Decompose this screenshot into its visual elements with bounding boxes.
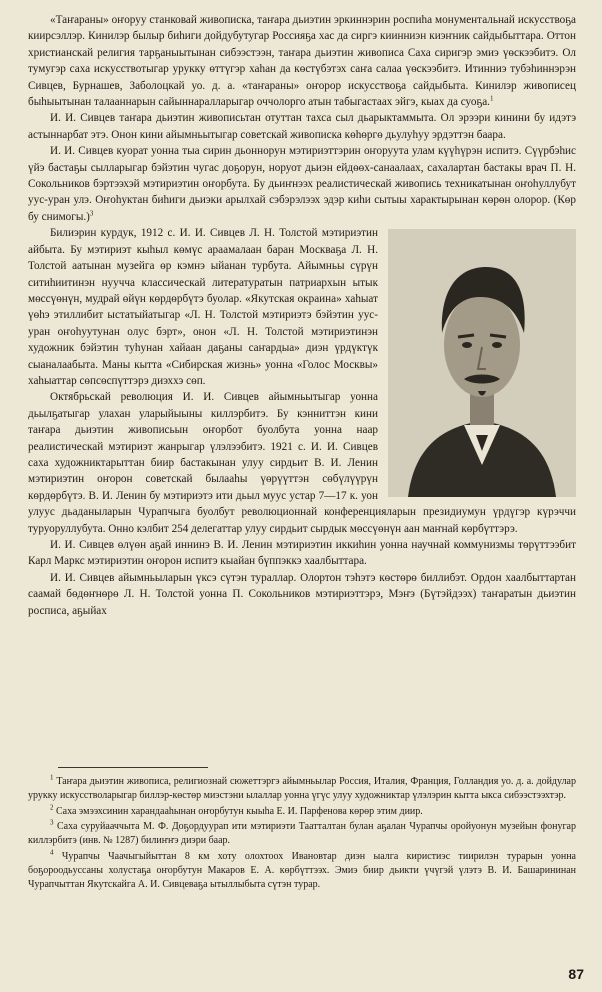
footnote-ref-3: 3 — [89, 209, 94, 218]
paragraph-7: И. И. Сивцев айымньыларын үксэ сүтэн тураллар. Олортон тэһэтэ көстөрө биллибэт. Ордон хаалбыттартан саамай бөдөҥнөрө Л. Н. Толстой уонна П. Сокольников мэтириэттэрэ, Мэҥэ (Бүтэйдээх) таҥаратын дьиэтин росписа, аҕыйах — [28, 571, 576, 617]
footnote-1: $^1$ Таҥара дьиэтин живописа, религиознай сюжеттэргэ айымньылар Россия, Италия, Франция, Голландия уо. д. а. дойдулар урукку искусстволарыгар биллэр-көстөр миэстэни ылаллар уонна үгүс улуу художниктар үлэлэрин кытта ыкса сибээстээхтэр. — [28, 773, 576, 801]
footnote-marker: 3 — [50, 819, 54, 828]
paragraph-2: И. И. Сивцев таҥара дьиэтин живописьтан отуттан тахса сыл дьарыктаммыта. Ол эрээри кинини бу идэтэ астыннарбат этэ. Онон кини айымньытыгар советскай живописка көһөргө дьулуһуу эрдэттэн баара. — [28, 112, 576, 141]
portrait-photo — [388, 229, 576, 497]
paragraph-4: Билиэрин курдук, 1912 с. И. И. Сивцев Л. Н. Толстой мэтириэтин айбыта. Бу мэтириэт кыһыл көмүс араамалаан баран Москваҕа Л. Н. Толстой аатынан музейга өр кэмнэ ыйанан турбута. Айымньы сүрүн ситиһиитинэн нууччa классическай литературатын патриархын ытык мөссүөнүн, мудрай өйүн көрдөрбүтэ буолар. «Якутская окраина» хаһыат үөһэ этиллибит ыстатыйатыгар «Л. Н. Толстой мэтириэтэ бэйэтин уус-уран оҥоһуутунан олус бэрт», онон «Л. Н. Толстой мэтириэтинэн художник бэйэтин туһунан хайаан даҕаны саҥардыа» диэн үрдүктүк сыаналаабыта. Маны кытта «Сибирская жизнь» уонна «Голос Москвы» хаһыаттар сөпсөспүттэрэ диэххэ сөп. — [28, 227, 378, 387]
footnote-divider — [58, 767, 208, 768]
portrait-section — [28, 225, 576, 537]
paragraph-3: И. И. Сивцев куорат уонна тыа сирин дьоннорун мэтириэттэрин оҥоруута улам күүһүрэн испитэ. Сүүрбэһис үйэ бастаҕы сылларыгар бэйэтин чугас доҕорун, норуот дьиэн ейдөөх-санаалаах, сахалартан бастакы врач П. Н. Сокольников бэртээхэй мэтириэтин оҥорбута. Бу дьиҥнээх реалистическай живопись техникатынан оҥоһуллубут уус-уран улэ. Оҥоһуктан биһиги дьиэки арылхай сэбэрэлээх эдэр киһи сытыы характырынан көрөн олорор. (Көр бу снимогы.)$^3$ — [28, 145, 576, 223]
footnote-4: $^4$ Чурапчы Чаачыгыйыттан 8 км хоту олохтоох Ивановтар диэн ыалга киристиэс тиирилэн турарын уонна боҕороодьусcаны холустаҕа оҥорбутун Макаров Е. А. көрбүттээх. Эмиэ бииp дьикти үчүгэй үлэтэ В. И. Башарининан Чурапчыттан Якутскайга А. И. Сивцеваҕа ытыллыбыта сүтэн турар. — [28, 848, 576, 890]
footnote-3: $^3$ Саха суруйааччыта М. Ф. Доҕордуурап ити мэтириэти Таатталтан булан аҕалан Чурапчы оройуонун музейын фонугар киллэрбитэ (инв. № 1287) билиҥҥэ диэри баар. — [28, 819, 576, 847]
paragraph-5: Октябрьскай революция И. И. Сивцев айымньытыгар уонна дьылҕатыгар улахан уларыйыыны киллэрбитэ. Бу кэнниттэн кини таҥара дьиэтин живописьын оҥорбот буолбута уонна наар реалистическай мэтириэт жанрыгар үлэлээбитэ. 1921 с. И. И. Сивцев саха художниктарыттан бииp бастакынан улуу сирдьит В. И. Ленин мэтириэтин оҥорон советскай былааһы үөрүүттэн сөбүлүүрүн көрдөрбүтэ. В. И. Ленин бу мэтириэтэ ити дьыл муус устар 7—17 к. уон улуус дьаданыларын Чурапчыга буолбут революционнай конференцияларын президиумун үрдүгэр күрэччи туруоруллубута. Онно кэлбит 254 делегаттар улуу сирдьит сырдык мөссүөнүн аан маҥнай көрбүттэрэ. — [28, 391, 576, 535]
paragraph-6: И. И. Сивцев өлүөн аҕай иннинэ В. И. Ленин мэтириэтин иккиһин уонна научнай коммунизмы төрүттээбит Карл Маркс мэтириэтин оҥорон испитэ кыайан бүппэккэ хаалбыттара. — [28, 539, 576, 568]
page-number: 87 — [568, 966, 584, 982]
footnote-marker: 2 — [50, 803, 54, 812]
footnote-marker: 1 — [50, 773, 54, 782]
article-body — [28, 12, 576, 619]
paragraph-1: «Таҥараны» оҥоруу станковай живописка, таҥара дьиэтин эркиннэрин роспиһа монументальнай искусствоҕа киирсэллэр. Кинилэр былыр биһиги дойдубутугар Россияҕа хас да сиргэ киинниэн киэҥник сайдыбыттара. Оттон христианскай религия тарҕаныытынан сибээстээн, таҥара дьиэтин живописа Саха сиригэр эмиэ үөскээбитэ. Ол тумугэр саха искусствотыгар урукку өттүгэр хаһан да көстүбэтэх саҥа салаа үөскээбитэ. Итинниэ тубэһиннэрэн Сивцев, Бурнашев, Заболоцкай уо. д. а. «таҥараны» оҥорор искусствоҕа сайдыбыта. Кинилэр живописец быһыытынан талааннарын сайыннаралларыгар оччолорго атын табыгастаах эйгэ, кыах да суоҕа.$^1$ — [28, 14, 576, 109]
footnote-ref-1: 1 — [489, 94, 494, 103]
footnote-marker: 4 — [50, 848, 54, 857]
portrait-image — [388, 229, 576, 497]
footnote-2: $^2$ Саха эмээхсинин харандааһынан оҥорбутун кыыһа Е. И. Парфенова көрөр этим диир. — [50, 803, 423, 817]
footnotes — [28, 775, 576, 893]
